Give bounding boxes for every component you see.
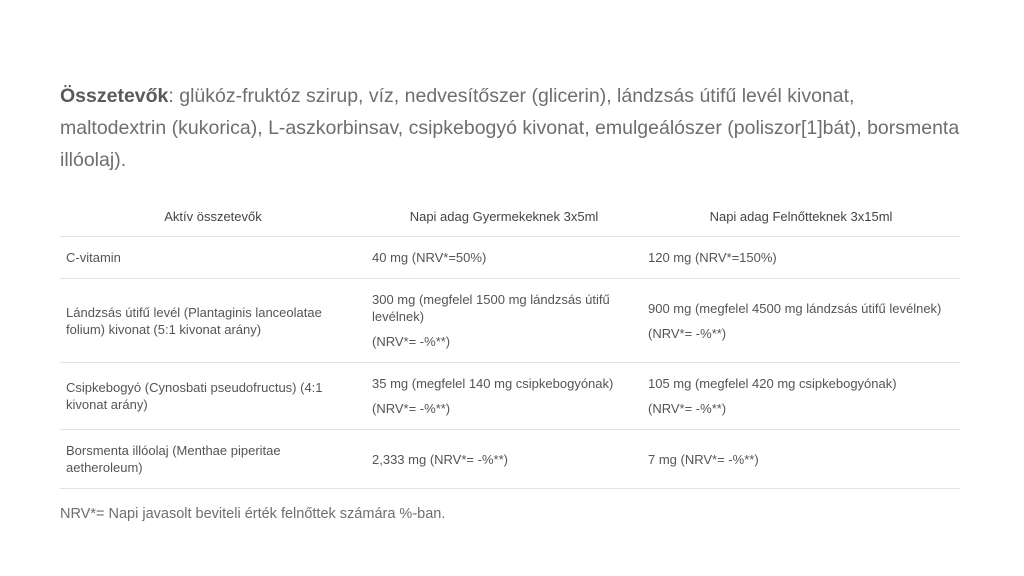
header-active-ingredients: Aktív összetevők (60, 198, 366, 237)
ingredient-name: Csipkebogyó (Cynosbati pseudofructus) (4:1 kivonat arány) (60, 363, 366, 430)
ingredient-name: Lándzsás útifű levél (Plantaginis lanceolatae folium) kivonat (5:1 kivonat arány) (60, 279, 366, 363)
dose-text: 35 mg (megfelel 140 mg csipkebogyónak) (372, 376, 614, 391)
ingredients-label: Összetevők (60, 85, 169, 107)
ingredients-text: : glükóz-fruktóz szirup, víz, nedvesítőszer (glicerin), lándzsás útifű levél kivonat, maltodextrin (kukorica), L-aszkorbinsav, csipkebogyó kivonat, emulgeálószer (poliszor[1]bát), borsmenta illóolaj). (60, 85, 960, 171)
active-ingredients-table (60, 198, 960, 489)
dose-text: 105 mg (megfelel 420 mg csipkebogyónak) (648, 376, 897, 391)
nrv-text: (NRV*= -%**) (648, 401, 727, 416)
nrv-text: (NRV*= -%**) (372, 334, 451, 349)
dose-text: 120 mg (NRV*=150%) (648, 250, 777, 265)
nrv-text: (NRV*= -%**) (372, 401, 451, 416)
table-row (60, 237, 960, 279)
header-adult-dose: Napi adag Felnőtteknek 3x15ml (642, 198, 960, 237)
table-row (60, 430, 960, 489)
child-dose (366, 237, 642, 279)
table-row (60, 279, 960, 363)
dose-text: 7 mg (NRV*= -%**) (648, 451, 759, 467)
adult-dose (642, 363, 960, 430)
header-child-dose: Napi adag Gyermekeknek 3x5ml (366, 198, 642, 237)
nrv-footnote: NRV*= Napi javasolt beviteli érték felnőttek számára %-ban. (60, 506, 446, 522)
ingredient-name: Borsmenta illóolaj (Menthae piperitae aetheroleum) (60, 430, 366, 489)
child-dose (366, 430, 642, 489)
dose-text: 40 mg (NRV*=50%) (372, 250, 487, 265)
product-info (60, 80, 960, 522)
dose-text: 300 mg (megfelel 1500 mg lándzsás útifű levélnek) (372, 292, 610, 324)
child-dose (366, 363, 642, 430)
adult-dose (642, 430, 960, 489)
adult-dose (642, 237, 960, 279)
dose-text: 2,333 mg (NRV*= -%**) (372, 451, 508, 467)
adult-dose (642, 279, 960, 363)
ingredients-paragraph (60, 80, 960, 176)
child-dose (366, 279, 642, 363)
nrv-text: (NRV*= -%**) (648, 325, 727, 341)
dose-text: 900 mg (megfelel 4500 mg lándzsás útifű levélnek) (648, 300, 942, 316)
table-row (60, 363, 960, 430)
ingredient-name: C-vitamin (60, 237, 366, 279)
table-header-row (60, 198, 960, 237)
